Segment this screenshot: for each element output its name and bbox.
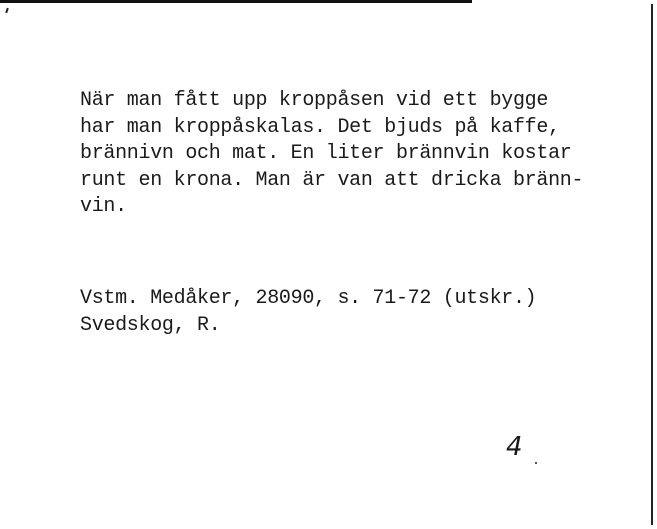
reference-text bbox=[80, 286, 536, 339]
body-line: vin. bbox=[80, 195, 127, 218]
body-text bbox=[80, 88, 583, 221]
page-number-dot bbox=[535, 462, 537, 464]
body-line: brännivn och mat. En liter brännvin kostar bbox=[80, 142, 572, 165]
body-line: runt en krona. Man är van att dricka bränn- bbox=[80, 168, 584, 192]
reference-line: Svedskog, R. bbox=[80, 313, 221, 337]
body-line: har man kroppåskalas. Det bjuds på kaffe, bbox=[80, 115, 560, 139]
corner-mark bbox=[5, 8, 9, 13]
body-line: När man fått upp kroppåsen vid ett bygge bbox=[80, 89, 549, 112]
right-border-line bbox=[651, 4, 653, 525]
top-border-line bbox=[0, 0, 472, 3]
page-number: 4 bbox=[506, 432, 523, 462]
reference-line: Vstm. Medåker, 28090, s. 71-72 (utskr.) bbox=[80, 287, 537, 310]
